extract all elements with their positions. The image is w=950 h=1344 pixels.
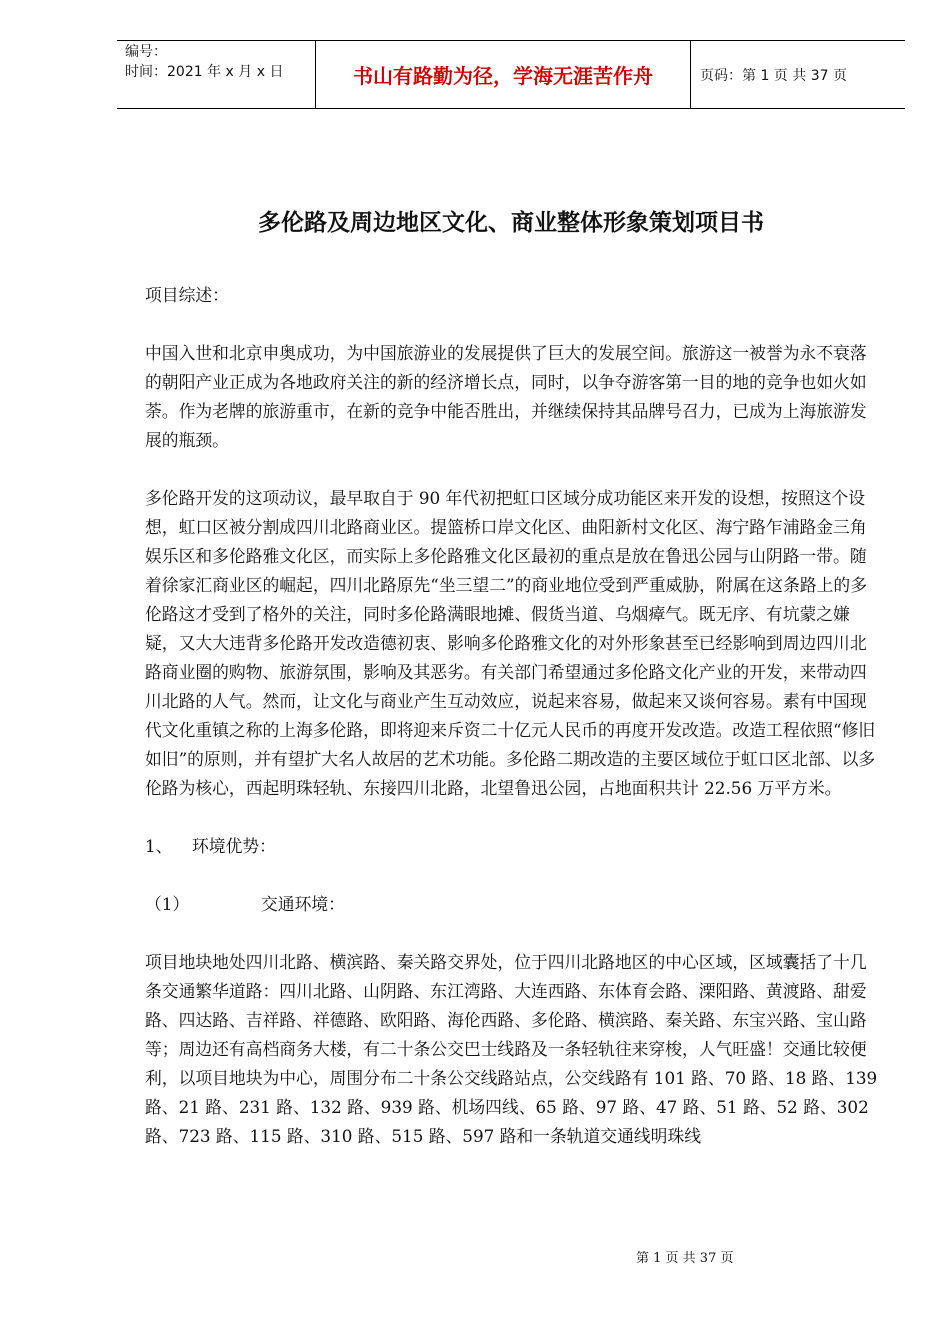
subsection-1-number: （1） xyxy=(145,894,190,914)
subsection-1-title: 交通环境： xyxy=(261,894,345,914)
section-1-number: 1、 xyxy=(145,836,173,856)
subsection-1-heading xyxy=(145,890,880,919)
paragraph-2: 多伦路开发的这项动议，最早取自于 90 年代初把虹口区域分成功能区来开发的设想，按照这个设想，虹口区被分割成四川北路商业区。提篮桥口岸文化区、曲阳新村文化区、海宁路乍浦路金三角娱乐区和多伦路雅文化区，而实际上多伦路雅文化区最初的重点是放在鲁迅公园与山阴路一带。随着徐家汇商业区的崛起，四川北路原先“坐三望二”的商业地位受到严重威胁，附属在这条路上的多伦路这才受到了格外的关注，同时多伦路满眼地摊、假货当道、乌烟瘴气。既无序、有坑蒙之嫌疑，又大大违背多伦路开发改造德初衷、影响多伦路雅文化的对外形象甚至已经影响到周边四川北路商业圈的购物、旅游氛围，影响及其恶劣。有关部门希望通过多伦路文化产业的开发，来带动四川北路的人气。然而，让文化与商业产生互动效应，说起来容易，做起来又谈何容易。素有中国现代文化重镇之称的上海多伦路，即将迎来斥资二十亿元人民币的再度开发改造。改造工程依照“修旧如旧”的原则，并有望扩大名人故居的艺术功能。多伦路二期改造的主要区域位于虹口区北部、以多伦路为核心，西起明珠轻轨、东接四川北路，北望鲁迅公园，占地面积共计 22.56 万平方米。 xyxy=(145,488,876,798)
number-label: 编号： xyxy=(125,44,167,60)
paragraph-1: 中国入世和北京申奥成功，为中国旅游业的发展提供了巨大的发展空间。旅游这一被誉为永不衰落的朝阳产业正成为各地政府关注的新的经济增长点，同时，以争夺游客第一目的地的竞争也如火如荼。作为老牌的旅游重市，在新的竞争中能否胜出，并继续保持其品牌号召力，已成为上海旅游发展的瓶颈。 xyxy=(145,343,867,450)
time-label: 时间：2021 年 x 月 x 日 xyxy=(125,64,284,80)
document-body xyxy=(145,281,880,1151)
section-1-title: 环境优势： xyxy=(192,836,276,856)
section-1-heading xyxy=(145,832,880,861)
page-header xyxy=(117,40,905,109)
document-title: 多伦路及周边地区文化、商业整体形象策划项目书 xyxy=(258,210,764,236)
overview-heading: 项目综述： xyxy=(145,285,229,305)
header-meta xyxy=(117,41,314,108)
header-page-info: 页码：第 1 页 共 37 页 xyxy=(700,67,847,84)
paragraph-3: 项目地块地处四川北路、横滨路、秦关路交界处，位于四川北路地区的中心区域，区域囊括了十几条交通繁华道路：四川北路、山阴路、东江湾路、大连西路、东体育会路、溧阳路、黄渡路、甜爱路、四达路、吉祥路、祥德路、欧阳路、海伦西路、多伦路、横滨路、秦关路、东宝兴路、宝山路等；周边还有高档商务大楼，有二十条公交巴士线路及一条轻轨往来穿梭，人气旺盛！交通比较便利，以项目地块为中心，周围分布二十条公交线路站点，公交线路有 101 路、70 路、18 路、139 路、21 路、231 路、132 路、939 路、机场四线、65 路、97 路、47 路、51 路、52 路、302 路、723 路、115 路、310 路、515 路、597 路和一条轨道交通线明珠线 xyxy=(145,952,878,1146)
header-motto: 书山有路勤为径，学海无涯苦作舟 xyxy=(315,41,691,108)
page-footer: 第 1 页 共 37 页 xyxy=(636,1251,734,1266)
